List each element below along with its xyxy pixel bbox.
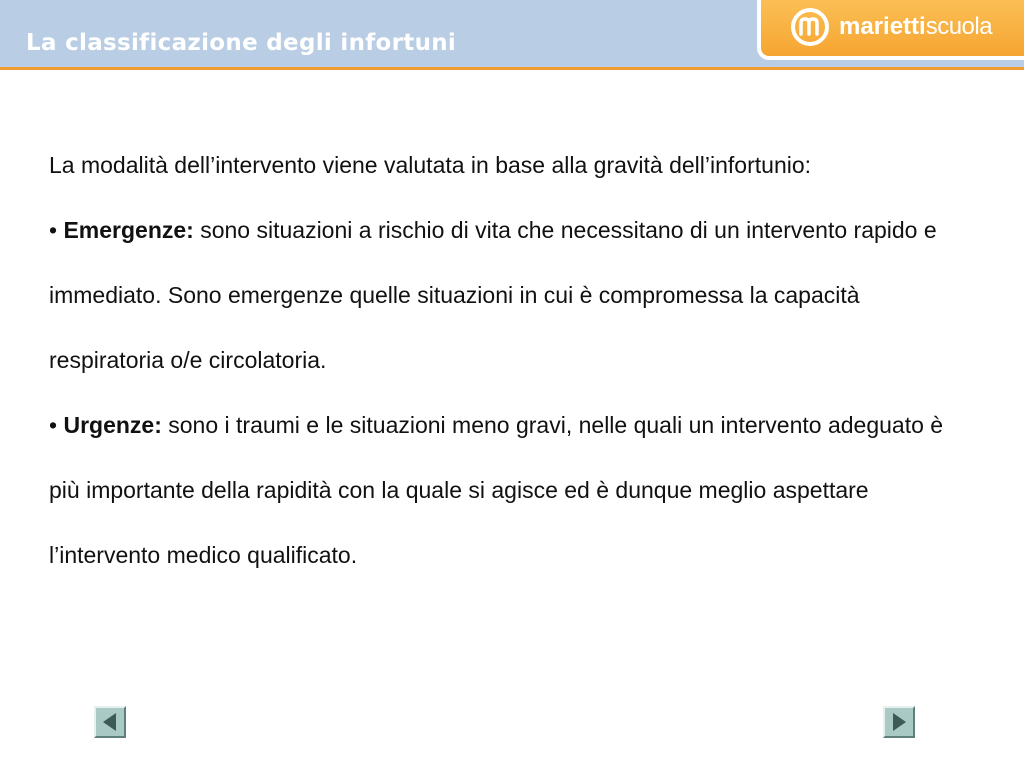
- logo-wordmark: [839, 13, 992, 41]
- publisher-logo: [757, 0, 1024, 60]
- slide-body: [49, 133, 949, 588]
- slide-title: La classificazione degli infortuni: [26, 30, 457, 56]
- triangle-right-icon: [887, 710, 911, 734]
- term-urgenze: Urgenze:: [63, 412, 162, 438]
- description-emergenze: sono situazioni a rischio di vita che necessitano di un intervento rapido e immediato. Sono emergenze quelle situazioni in cui è compromessa la capacità respiratoria o/e circolatoria.: [49, 217, 937, 373]
- bullet-item-urgenze: [49, 393, 949, 588]
- marietti-logo-icon: [791, 8, 829, 46]
- bullet-marker: •: [49, 217, 58, 243]
- triangle-left-icon: [98, 710, 122, 734]
- bullet-item-emergenze: [49, 198, 949, 393]
- bullet-marker: •: [49, 412, 58, 438]
- term-emergenze: Emergenze:: [63, 217, 194, 243]
- intro-paragraph: La modalità dell’intervento viene valutata in base alla gravità dell’infortunio:: [49, 152, 812, 178]
- next-slide-button[interactable]: [883, 706, 915, 738]
- logo-brand-light: scuola: [925, 13, 993, 40]
- previous-slide-button[interactable]: [94, 706, 126, 738]
- description-urgenze: sono i traumi e le situazioni meno gravi, nelle quali un intervento adeguato è più importante della rapidità con la quale si agisce ed è dunque meglio aspettare l’intervento medico qualificato.: [49, 412, 944, 568]
- logo-brand-bold: marietti: [839, 13, 926, 40]
